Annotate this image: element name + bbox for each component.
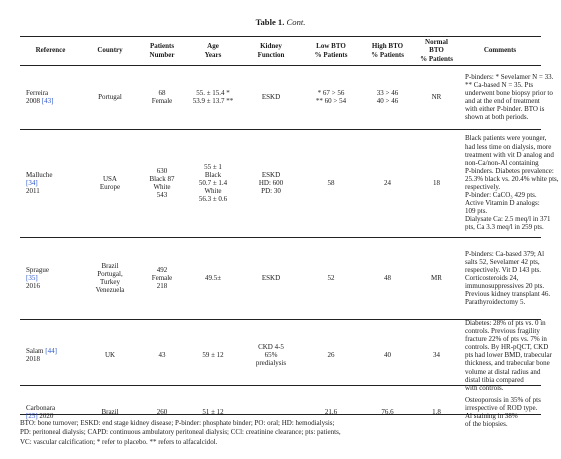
citation-link[interactable]: [34] (26, 178, 38, 187)
normal-bto-cell: MR (431, 273, 442, 282)
reference-cell: Sprague [35] 2016 (26, 265, 49, 291)
data-table (20, 36, 559, 433)
col-country: Country (97, 46, 123, 55)
high-bto-cell: 76.6 (381, 408, 394, 417)
low-bto-cell: 52 (327, 273, 335, 282)
citation-link[interactable]: [43] (41, 97, 54, 105)
patients-cell: 260 (156, 408, 168, 417)
footnote-line: BTO: bone turnover; ESKD: end stage kidney disease; P-binder: phosphate binder; PO: oral; HD: hemodialysis; (20, 419, 335, 427)
age-cell: 55 ± 1 Black 50.7 ± 1.4 White 56.3 ± 0.6 (198, 162, 228, 204)
age-cell: 49.5± (204, 273, 222, 282)
age-cell: 51 ± 12 (202, 408, 224, 417)
reference-cell: Malluche [34] 2011 (26, 170, 53, 196)
table-row (20, 237, 541, 319)
col-kidney: Kidney Function (257, 42, 285, 59)
low-bto-cell: 21.6 (324, 408, 338, 417)
country-cell: Portugal (98, 92, 122, 101)
col-low-bto: Low BTO % Patients (314, 42, 348, 59)
table-row (20, 129, 541, 237)
col-age: Age Years (204, 42, 222, 59)
normal-bto-cell: 18 (433, 178, 440, 187)
comments-cell: P-binders: Ca-based 379; Al salts 52, Sevelamer 42 pts, respectively. Vit D 143 pts. Corticosteroids 24, immunosuppressives 20 pts. Previous kidney transplant 46. Parathyroidectomy 5. (465, 249, 551, 307)
high-bto-cell: 33 > 46 40 > 46 (376, 88, 399, 105)
comments-cell: Diabetes: 28% of pts vs. 0 in controls. Previous fragility fracture 22% of pts vs. 7% in controls. By HR-pQCT, CKD pts had lower BMD, trabecular thickness, and trabecular bone volume at distal radius and distal tibia compared with controls. (465, 319, 552, 392)
normal-bto-cell: 1.8 (432, 408, 441, 417)
low-bto-cell: * 67 > 56 ** 60 > 54 (315, 88, 347, 105)
col-patients: Patients Number (149, 42, 175, 59)
high-bto-cell: 24 (384, 178, 391, 187)
citation-link[interactable]: [25] (26, 412, 38, 421)
patients-cell: 43 (158, 351, 166, 360)
country-cell: UK (104, 351, 116, 360)
reference-cell: Carbonara [25] 2020 (26, 404, 56, 421)
citation-link[interactable]: [35] (26, 273, 38, 282)
citation-link[interactable]: [44] (45, 347, 57, 356)
col-high-bto: High BTO % Patients (371, 42, 404, 59)
country-cell: Brazil (101, 408, 119, 417)
comments-cell: P-binders: * Sevelamer N = 33. ** Ca-based N = 35. Pts underwent bone biopsy prior to and at the end of treatment with either P-binder. BTO is shown at both periods. (465, 72, 554, 122)
kidney-cell: CKD 4-5 65% predialysis (255, 343, 287, 368)
table-title (0, 17, 561, 27)
normal-bto-cell: 34 (433, 351, 440, 360)
normal-bto-cell: NR (431, 92, 442, 101)
table-footnote (20, 419, 545, 447)
table-cont: Cont. (286, 17, 306, 27)
header-row (20, 36, 541, 65)
high-bto-cell: 40 (384, 351, 391, 360)
low-bto-cell: 58 (327, 178, 335, 187)
col-comments: Comments (483, 46, 517, 55)
patients-cell: 492 Female 218 (151, 265, 173, 291)
table-row (20, 65, 541, 129)
reference-cell: Salam [44] 2018 (26, 347, 57, 364)
kidney-cell: ESKD (261, 92, 281, 101)
country-cell: Brazil Portugal, Turkey Venezuela (95, 261, 125, 295)
footnote-line: VC: vascular calcification; * refer to placebo. ** refers to alfacalcidol. (20, 437, 218, 446)
table-label: Table 1. (255, 17, 285, 27)
col-reference: Reference (35, 46, 66, 55)
age-cell: 55. ± 15.4 * 53.9 ± 13.7 ** (192, 88, 234, 105)
comments-cell: Black patients were younger, had less time on dialysis, more treatment with vit D analog and non-Ca/non-Al containing P-binders. Diabetes prevalence: 25.3% black vs. 20.4% white pts, respectively. P-binder: CaCO₃ 429 pts. Active Vitamin D analogs: 109 pts. Dialysate Ca: 2.5 meq/l in 371 pts, Ca 3.3 meq/l in 259 pts. (465, 134, 559, 232)
low-bto-cell: 26 (327, 351, 335, 360)
table-row (20, 319, 541, 392)
kidney-cell: ESKD (261, 273, 281, 282)
patients-cell: 68 Female (151, 88, 173, 105)
footnote-line: PD: peritoneal dialysis; CAPD: continuous ambulatory peritoneal dialysis; CCl: creatinine clearance; pts: patients, (20, 428, 341, 437)
patients-cell: 630 Black 87 White 543 (149, 166, 175, 200)
high-bto-cell: 48 (384, 273, 391, 282)
reference-cell: Ferreira 2008 [43] (26, 88, 54, 105)
country-cell: USA Europe (99, 174, 121, 191)
comments-cell: Osteoporosis in 35% of pts irrespective of ROD type. Al staining in 38% of the biopsies. (465, 396, 541, 429)
col-normal-bto: Normal BTO % Patients (420, 38, 453, 63)
kidney-cell: ESKD HD: 600 PD: 30 (258, 170, 284, 196)
age-cell: 59 ± 12 (202, 351, 224, 360)
